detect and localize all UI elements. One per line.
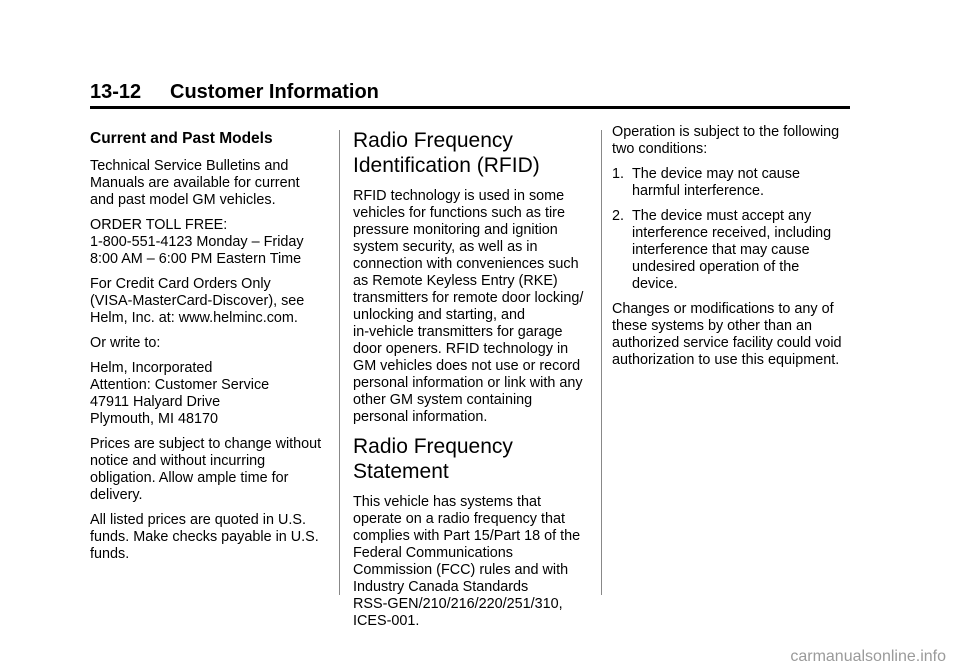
text-line: authorization to use this equipment. bbox=[612, 352, 840, 368]
statement-paragraph bbox=[353, 494, 593, 630]
text-line: funds. Make checks payable in U.S. bbox=[90, 529, 319, 545]
text-line: ICES-001. bbox=[353, 613, 420, 629]
heading-line: Radio Frequency bbox=[353, 435, 513, 458]
text-line: Industry Canada Standards bbox=[353, 579, 529, 595]
text-line: interference that may cause bbox=[632, 242, 810, 258]
text-line: (VISA-MasterCard-Discover), see bbox=[90, 293, 305, 309]
watermark-brand: carmanualsonline.info bbox=[790, 648, 946, 665]
text-line: device. bbox=[632, 276, 678, 292]
text-line: complies with Part 15/Part 18 of the bbox=[353, 528, 581, 544]
text-line: For Credit Card Orders Only bbox=[90, 276, 271, 292]
bulletins-paragraph bbox=[90, 158, 330, 209]
address-line: Plymouth, MI 48170 bbox=[90, 411, 218, 427]
text-line: pressure monitoring and ignition bbox=[353, 222, 558, 238]
column-divider-2 bbox=[601, 130, 602, 595]
text-line: transmitters for remote door locking/ bbox=[353, 290, 584, 306]
text-line: personal information. bbox=[353, 409, 488, 425]
address-line: Attention: Customer Service bbox=[90, 377, 270, 393]
text-line: and past model GM vehicles. bbox=[90, 192, 276, 208]
heading-line: Identification (RFID) bbox=[353, 154, 540, 177]
column-divider-1 bbox=[339, 130, 340, 595]
credit-card-paragraph bbox=[90, 276, 330, 327]
page-number: 13-12 bbox=[90, 81, 142, 103]
write-to-paragraph bbox=[90, 335, 330, 352]
current-past-models-heading: Current and Past Models bbox=[90, 130, 273, 147]
column-3 bbox=[612, 124, 862, 377]
text-line: Or write to: bbox=[90, 335, 161, 351]
list-number: 2. bbox=[612, 208, 625, 224]
address-block bbox=[90, 360, 330, 428]
text-line: notice and without incurring bbox=[90, 453, 266, 469]
text-line: harmful interference. bbox=[632, 183, 764, 199]
condition-item-1 bbox=[612, 166, 862, 200]
text-line: Technical Service Bulletins and bbox=[90, 158, 289, 174]
text-line: unlocking and starting, and bbox=[353, 307, 526, 323]
text-line: The device may not cause bbox=[632, 166, 800, 182]
text-line: Commission (FCC) rules and with bbox=[353, 562, 569, 578]
prices-paragraph bbox=[90, 436, 330, 504]
text-line: RFID technology is used in some bbox=[353, 188, 565, 204]
text-line: This vehicle has systems that bbox=[353, 494, 541, 510]
text-line: connection with conveniences such bbox=[353, 256, 579, 272]
heading-line: Statement bbox=[353, 460, 449, 483]
text-line: operate on a radio frequency that bbox=[353, 511, 566, 527]
text-line: in-vehicle transmitters for garage bbox=[353, 324, 563, 340]
text-line: GM vehicles does not use or record bbox=[353, 358, 581, 374]
website-line: Helm, Inc. at: www.helminc.com. bbox=[90, 310, 298, 326]
hours-line: 8:00 AM – 6:00 PM Eastern Time bbox=[90, 251, 302, 267]
text-line: vehicles for functions such as tire bbox=[353, 205, 565, 221]
text-line: funds. bbox=[90, 546, 130, 562]
text-line: these systems by other than an bbox=[612, 318, 812, 334]
text-line: door openers. RFID technology in bbox=[353, 341, 569, 357]
text-line: two conditions: bbox=[612, 141, 708, 157]
address-line: Helm, Incorporated bbox=[90, 360, 213, 376]
text-line: ORDER TOLL FREE: bbox=[90, 217, 228, 233]
text-line: delivery. bbox=[90, 487, 143, 503]
text-line: RSS-GEN/210/216/220/251/310, bbox=[353, 596, 563, 612]
text-line: Manuals are available for current bbox=[90, 175, 300, 191]
text-line: Federal Communications bbox=[353, 545, 513, 561]
text-line: interference received, including bbox=[632, 225, 832, 241]
text-line: undesired operation of the bbox=[632, 259, 800, 275]
text-line: obligation. Allow ample time for bbox=[90, 470, 289, 486]
text-line: Changes or modifications to any of bbox=[612, 301, 834, 317]
column-1 bbox=[90, 124, 330, 571]
text-line: Prices are subject to change without bbox=[90, 436, 322, 452]
condition-item-2 bbox=[612, 208, 862, 293]
text-line: system security, as well as in bbox=[353, 239, 538, 255]
address-line: 47911 Halyard Drive bbox=[90, 394, 221, 410]
rfid-heading bbox=[353, 128, 593, 178]
text-line: authorized service facility could void bbox=[612, 335, 842, 351]
text-line: as Remote Keyless Entry (RKE) bbox=[353, 273, 558, 289]
column-2 bbox=[353, 124, 593, 638]
text-line: The device must accept any bbox=[632, 208, 812, 224]
text-line: All listed prices are quoted in U.S. bbox=[90, 512, 306, 528]
radio-frequency-statement-heading bbox=[353, 434, 593, 484]
rfid-paragraph bbox=[353, 188, 593, 426]
section-title: Customer Information bbox=[170, 81, 379, 103]
text-line: Operation is subject to the following bbox=[612, 124, 840, 140]
order-paragraph bbox=[90, 217, 330, 268]
text-line: other GM system containing bbox=[353, 392, 533, 408]
list-number: 1. bbox=[612, 166, 625, 182]
funds-paragraph bbox=[90, 512, 330, 563]
page-header bbox=[90, 80, 850, 109]
heading-line: Radio Frequency bbox=[353, 129, 513, 152]
phone-line: 1-800-551-4123 Monday – Friday bbox=[90, 234, 304, 250]
text-line: personal information or link with any bbox=[353, 375, 583, 391]
conditions-intro bbox=[612, 124, 862, 158]
changes-paragraph bbox=[612, 301, 862, 369]
